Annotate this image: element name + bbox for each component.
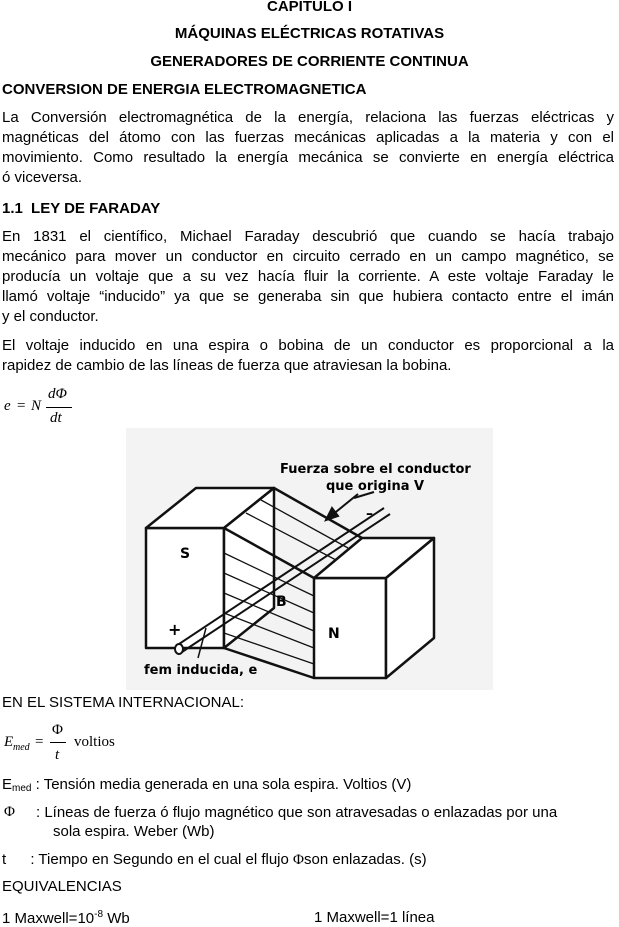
definition-symbol: E [2, 776, 13, 793]
fraction-bar [46, 407, 72, 408]
subtitle-machines: MÁQUINAS ELÉCTRICAS ROTATIVAS [174, 25, 445, 42]
definition-text: : Líneas de fuerza ó flujo magnético que son atravesadas o enlazadas por una [36, 804, 558, 821]
definition-text: : Tiempo en Segundo en el cual el flujo [30, 851, 294, 868]
emed-numerator: Φ [52, 722, 63, 738]
emed-denominator: t [55, 747, 60, 763]
paragraph-line: La Conversión electromagnética de la energía, relaciona las fuerzas eléctricas y [2, 109, 614, 126]
emed-lhs: E [4, 734, 14, 750]
conductor-field-diagram [126, 428, 493, 690]
definition-subscript: med [12, 783, 32, 794]
figure-label-plus: + [168, 620, 182, 639]
faraday-formula [4, 386, 84, 430]
emed-formula [4, 722, 144, 768]
formula-coef: N [31, 398, 42, 414]
figure-label-force-1: Fuerza sobre el conductor [280, 462, 471, 477]
definition-symbol: Φ [4, 804, 15, 820]
paragraph-line: En 1831 el científico, Michael Faraday descubrió que cuando se hacía trabajo [2, 228, 614, 245]
paragraph-line: El voltaje inducido en una espira o bobina de un conductor es proporcional a la [2, 337, 614, 354]
si-title: EN EL SISTEMA INTERNACIONAL: [2, 694, 244, 711]
definition-t [2, 851, 427, 869]
equivalence-text: 1 Maxwell=10 [2, 910, 95, 927]
paragraph-line: mecánico para mover un conductor en circuito cerrado en un campo magnético, se [2, 248, 614, 265]
formula-denominator: dt [50, 410, 62, 426]
equivalence-right: 1 Maxwell=1 línea [314, 909, 435, 926]
section-number: 1.1 [2, 200, 23, 217]
formula-equals: = [17, 398, 26, 414]
paragraph-induced-voltage [2, 336, 614, 376]
subtitle-generators: GENERADORES DE CORRIENTE CONTINUA [150, 53, 469, 70]
emed-unit: voltios [74, 734, 115, 750]
formula-numerator: dΦ [48, 386, 67, 402]
section-name: LEY DE FARADAY [31, 200, 161, 217]
figure-label-n: N [328, 626, 340, 642]
paragraph-faraday [2, 227, 614, 327]
paragraph-line: magnéticas del átomo con las fuerzas mecánicas aplicadas a la materia y con el [2, 129, 614, 146]
definition-symbol: t [2, 851, 7, 868]
figure-label-b: B [276, 594, 287, 610]
paragraph-conversion [2, 108, 614, 188]
equivalence-unit: Wb [103, 910, 130, 927]
figure-label-minus: – [366, 506, 373, 522]
emed-subscript: med [13, 742, 30, 753]
formula-lhs: e [4, 398, 11, 414]
generator-figure [126, 428, 493, 690]
figure-label-force-2: que origina V [326, 479, 425, 494]
paragraph-line: producía un voltaje que a su vez hacía fluir la corriente. A este voltaje Faraday le [2, 268, 614, 285]
fraction-bar [50, 742, 66, 743]
section-title-faraday [2, 200, 160, 217]
equivalence-left [2, 909, 130, 927]
emed-equals: = [35, 734, 44, 750]
equivalencias-title: EQUIVALENCIAS [2, 878, 122, 895]
definition-emed [2, 776, 411, 794]
paragraph-line: y el conductor. [2, 308, 99, 325]
figure-label-s: S [180, 546, 191, 562]
definition-text: : Tensión media generada en una sola espira. Voltios (V) [31, 776, 412, 793]
definition-text-cont: sola espira. Weber (Wb) [53, 823, 215, 840]
section-title-conversion: CONVERSION DE ENERGIA ELECTROMAGNETICA [2, 81, 367, 98]
paragraph-line: llamó voltaje “inducido” ya que se generaba sin que hubiera contacto entre el imán [2, 288, 614, 305]
definition-phi-symbol: Φ [293, 852, 304, 868]
paragraph-line: movimiento. Como resultado la energía mecánica se convierte en energía eléctrica [2, 149, 614, 166]
definition-text-end: son enlazadas. (s) [304, 851, 427, 868]
paragraph-line: rapidez de cambio de las líneas de fuerza que atraviesan la bobina. [2, 357, 452, 374]
equivalence-exponent: -8 [94, 909, 104, 920]
figure-label-emf: fem inducida, e [144, 663, 258, 678]
chapter-title: CAPITULO I [267, 0, 352, 15]
paragraph-line: ó viceversa. [2, 169, 83, 186]
